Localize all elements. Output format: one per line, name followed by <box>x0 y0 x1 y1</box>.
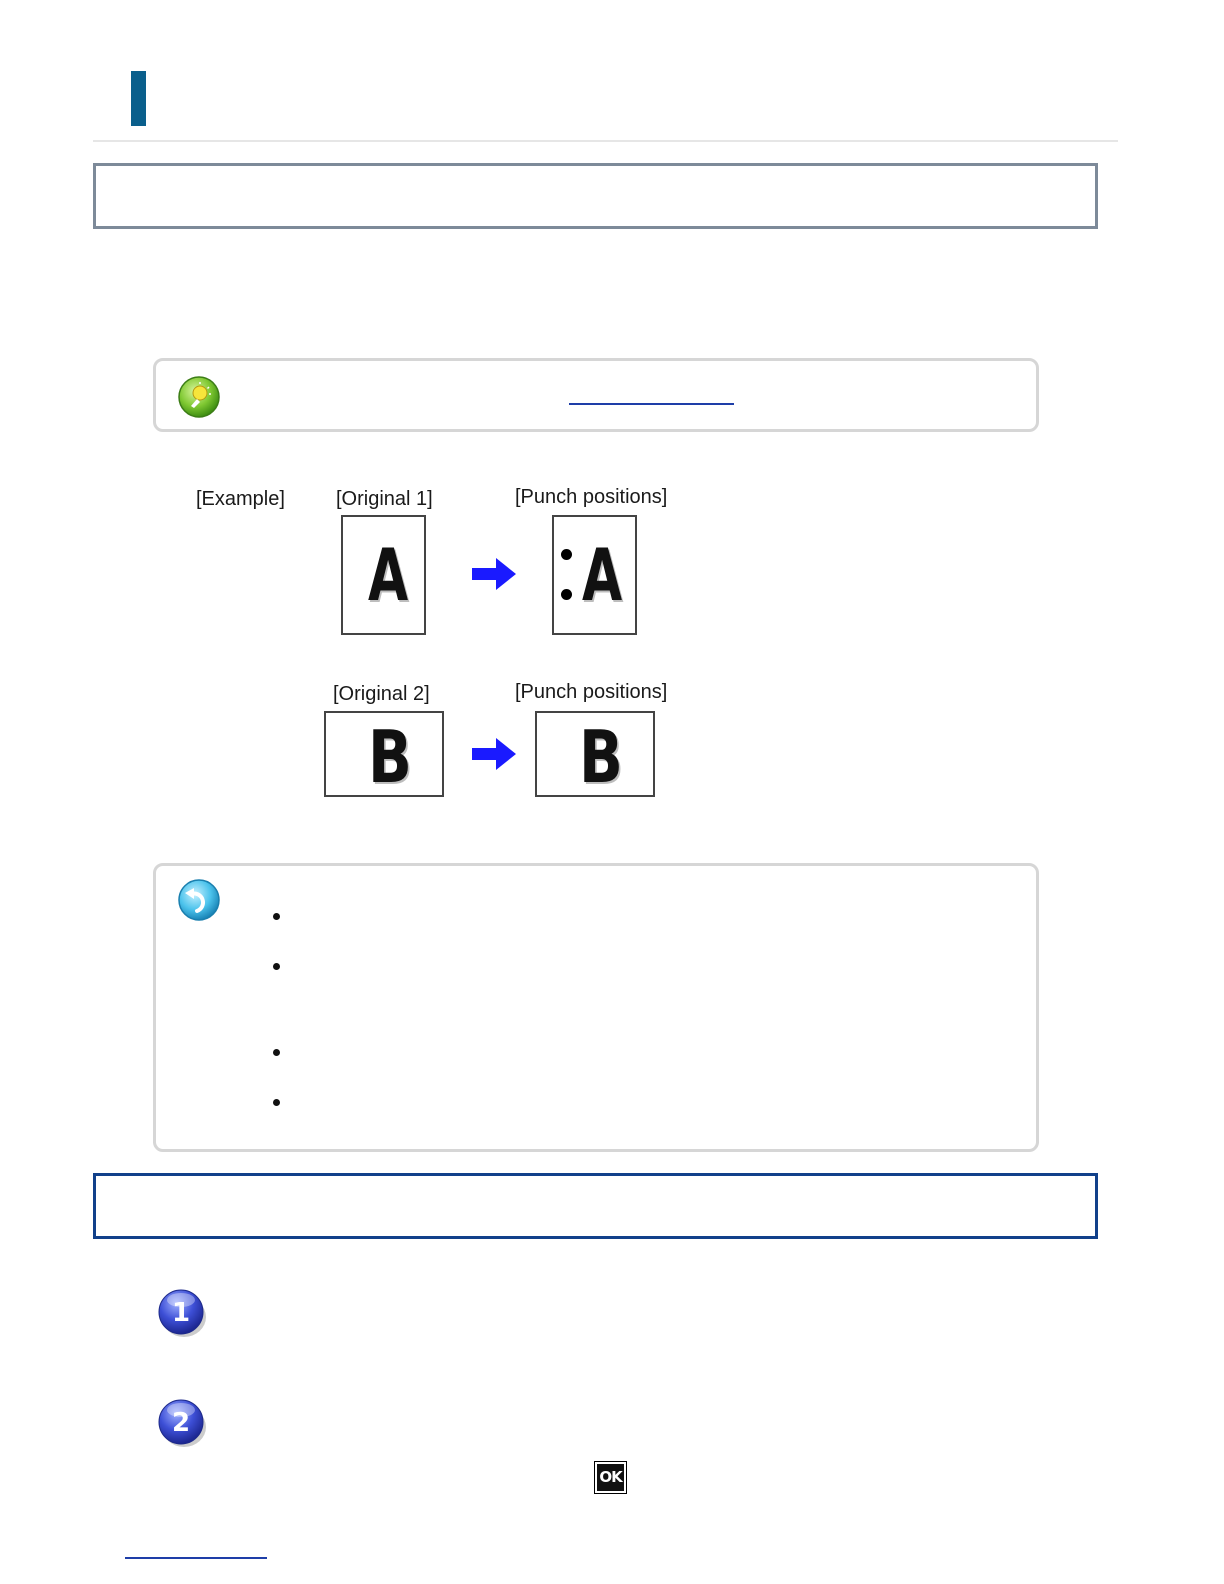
arrow-right-icon <box>470 556 518 592</box>
page-letter-a: A <box>368 533 409 617</box>
header-divider <box>93 140 1118 142</box>
bottom-link-underline[interactable] <box>125 1557 267 1559</box>
note-box <box>153 358 1039 432</box>
punch-hole-top <box>561 549 572 560</box>
original1-label: [Original 1] <box>336 488 433 510</box>
punch-hole-bottom <box>561 589 572 600</box>
ok-key-label: OK <box>597 1464 624 1491</box>
procedure-heading-box <box>93 1173 1098 1239</box>
step-1-number: 1 <box>171 1298 191 1328</box>
punch-positions-label-1: [Punch positions] <box>515 486 668 508</box>
section-heading-box <box>93 163 1098 229</box>
punched-page-a <box>552 515 637 635</box>
example-label: [Example] <box>196 488 285 510</box>
page-letter-a-punched: A <box>582 533 623 617</box>
page-letter-b: B <box>368 715 412 799</box>
tips-bullet-3 <box>273 1049 280 1056</box>
arrow-right-icon <box>470 736 518 772</box>
hint-lightbulb-icon <box>177 375 221 419</box>
tips-bullet-2 <box>273 963 280 970</box>
punch-positions-label-2: [Punch positions] <box>515 681 668 703</box>
step-2-icon <box>156 1397 208 1449</box>
step-1-icon <box>156 1287 208 1339</box>
ok-key-icon <box>594 1461 627 1494</box>
page-letter-b-punched: B <box>579 715 623 799</box>
punched-page-b <box>535 711 655 797</box>
title-accent-bar <box>131 71 146 126</box>
original2-label: [Original 2] <box>333 683 430 705</box>
original1-page <box>341 515 426 635</box>
step-2-number: 2 <box>171 1408 191 1438</box>
tips-box <box>153 863 1039 1152</box>
original2-page <box>324 711 444 797</box>
tips-bullet-1 <box>273 913 280 920</box>
punch-example-figure <box>190 480 710 810</box>
back-arrow-icon <box>177 878 221 922</box>
tips-bullet-4 <box>273 1099 280 1106</box>
note-link-underline[interactable] <box>569 403 734 405</box>
